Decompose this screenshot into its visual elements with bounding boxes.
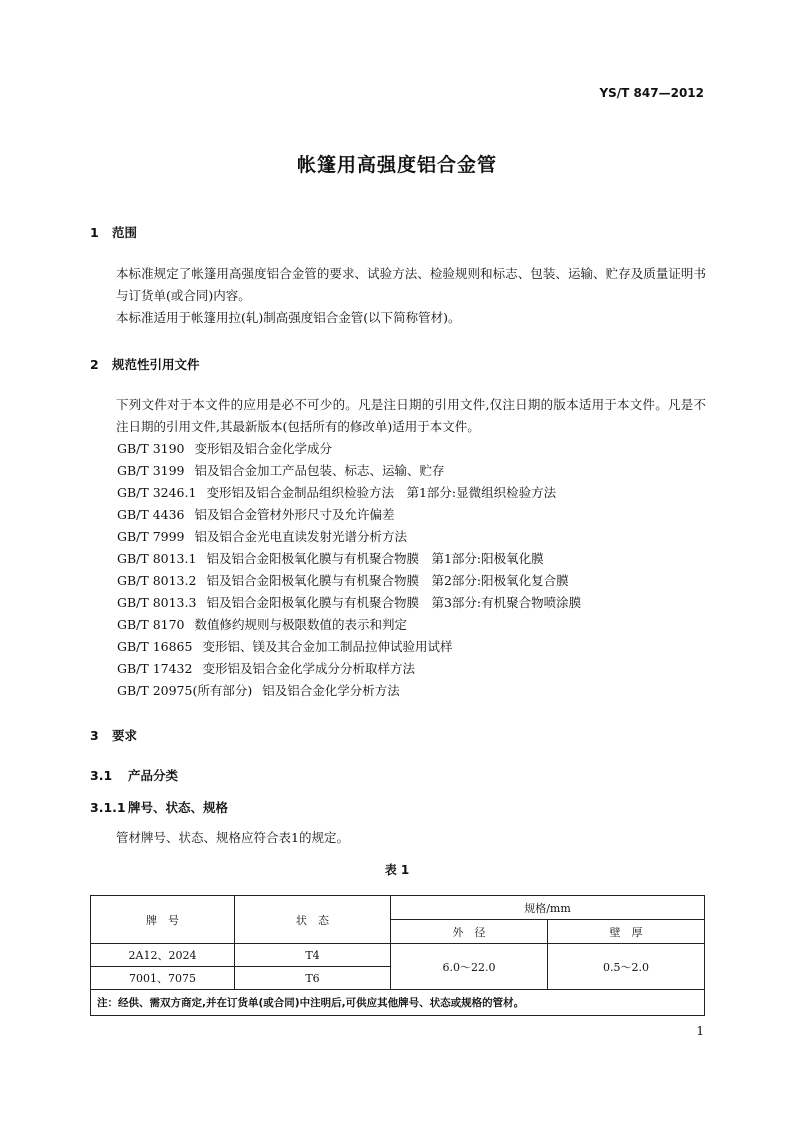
- reference-title: 铝及铝合金阳极氧化膜与有机聚合物膜 第3部分:有机聚合物喷涂膜: [206, 595, 582, 610]
- section-3-number: 3: [90, 728, 99, 743]
- reference-code: GB/T 7999: [117, 529, 185, 544]
- reference-title: 变形铝及铝合金制品组织检验方法 第1部分:显微组织检验方法: [206, 485, 557, 500]
- section-2-number: 2: [90, 357, 99, 372]
- reference-title: 铝及铝合金阳极氧化膜与有机聚合物膜 第2部分:阳极氧化复合膜: [206, 573, 569, 588]
- reference-code: GB/T 8013.3: [117, 595, 197, 610]
- reference-code: GB/T 3199: [117, 463, 185, 478]
- section-3-paragraph: 管材牌号、状态、规格应符合表1的规定。: [116, 830, 349, 845]
- section-2-heading: [90, 355, 200, 373]
- section-3-1-number: 3.1: [90, 768, 113, 783]
- reference-title: 铝及铝合金阳极氧化膜与有机聚合物膜 第1部分:阳极氧化膜: [206, 551, 544, 566]
- section-3-body: [90, 827, 706, 849]
- cell-wall-thickness-range: 0.5～2.0: [548, 944, 705, 990]
- reference-title: 铝及铝合金光电直读发射光谱分析方法: [194, 529, 408, 544]
- header-temper: 状 态: [235, 896, 391, 944]
- normative-references-list: [117, 438, 581, 702]
- cell-grade: 2A12、2024: [91, 944, 235, 967]
- reference-code: GB/T 4436: [117, 507, 185, 522]
- section-1-body: [90, 263, 706, 329]
- reference-item: [117, 548, 581, 570]
- standard-code: YS/T 847—2012: [599, 86, 704, 100]
- section-3-heading: [90, 726, 137, 744]
- reference-title: 变形铝、镁及其合金加工制品拉伸试验用试样: [202, 639, 453, 654]
- section-1-number: 1: [90, 225, 99, 240]
- reference-title: 数值修约规则与极限数值的表示和判定: [194, 617, 408, 632]
- section-3-title: 要求: [112, 728, 138, 743]
- reference-code: GB/T 20975(所有部分): [117, 683, 253, 698]
- reference-item: [117, 460, 581, 482]
- section-3-1-1-title: 牌号、状态、规格: [128, 800, 229, 815]
- reference-title: 铝及铝合金加工产品包装、标志、运输、贮存: [194, 463, 445, 478]
- header-grade: 牌 号: [91, 896, 235, 944]
- reference-code: GB/T 8013.2: [117, 573, 197, 588]
- cell-outer-diameter-range: 6.0～22.0: [391, 944, 548, 990]
- reference-code: GB/T 16865: [117, 639, 193, 654]
- section-3-1-1-heading: [90, 798, 228, 816]
- section-1-paragraph-1: 本标准规定了帐篷用高强度铝合金管的要求、试验方法、检验规则和标志、包装、运输、贮存及质量证明书与订货单(或合同)内容。: [116, 266, 706, 303]
- reference-code: GB/T 3190: [117, 441, 185, 456]
- reference-code: GB/T 17432: [117, 661, 193, 676]
- section-3-1-title: 产品分类: [128, 768, 179, 783]
- reference-item: [117, 504, 581, 526]
- reference-title: 铝及铝合金管材外形尺寸及允许偏差: [194, 507, 395, 522]
- cell-temper: T4: [235, 944, 391, 967]
- reference-item: [117, 482, 581, 504]
- section-2-title: 规范性引用文件: [112, 357, 200, 372]
- reference-item: [117, 680, 581, 702]
- reference-item: [117, 592, 581, 614]
- reference-title: 变形铝及铝合金化学成分分析取样方法: [202, 661, 415, 676]
- reference-item: [117, 636, 581, 658]
- reference-item: [117, 658, 581, 680]
- section-2-paragraph: 下列文件对于本文件的应用是必不可少的。凡是注日期的引用文件,仅注日期的版本适用于本文件。凡是不注日期的引用文件,其最新版本(包括所有的修改单)适用于本文件。: [116, 397, 706, 434]
- section-3-1-1-number: 3.1.1: [90, 800, 126, 815]
- section-1-title: 范围: [112, 225, 138, 240]
- table-1-caption: 表 1: [384, 863, 410, 877]
- header-spec: 规格/mm: [391, 896, 705, 920]
- reference-code: GB/T 8013.1: [117, 551, 197, 566]
- header-outer-diameter: 外 径: [391, 920, 548, 944]
- page-number: 1: [696, 1024, 704, 1038]
- reference-item: [117, 570, 581, 592]
- section-3-1-heading: [90, 766, 178, 784]
- reference-item: [117, 438, 581, 460]
- section-1-paragraph-2: 本标准适用于帐篷用拉(轧)制高强度铝合金管(以下简称管材)。: [116, 310, 461, 325]
- table-1: [90, 895, 705, 1016]
- reference-title: 变形铝及铝合金化学成分: [194, 441, 333, 456]
- reference-item: [117, 614, 581, 636]
- reference-item: [117, 526, 581, 548]
- section-2-body: [90, 394, 706, 438]
- table-row: [91, 944, 705, 967]
- reference-title: 铝及铝合金化学分析方法: [262, 683, 400, 698]
- header-wall-thickness: 壁 厚: [548, 920, 705, 944]
- section-1-heading: [90, 223, 137, 241]
- reference-code: GB/T 3246.1: [117, 485, 197, 500]
- reference-code: GB/T 8170: [117, 617, 185, 632]
- table-note: 注：经供、需双方商定,并在订货单(或合同)中注明后,可供应其他牌号、状态或规格的管材。: [91, 990, 705, 1016]
- document-title: 帐篷用高强度铝合金管: [296, 154, 497, 176]
- cell-grade: 7001、7075: [91, 967, 235, 990]
- cell-temper: T6: [235, 967, 391, 990]
